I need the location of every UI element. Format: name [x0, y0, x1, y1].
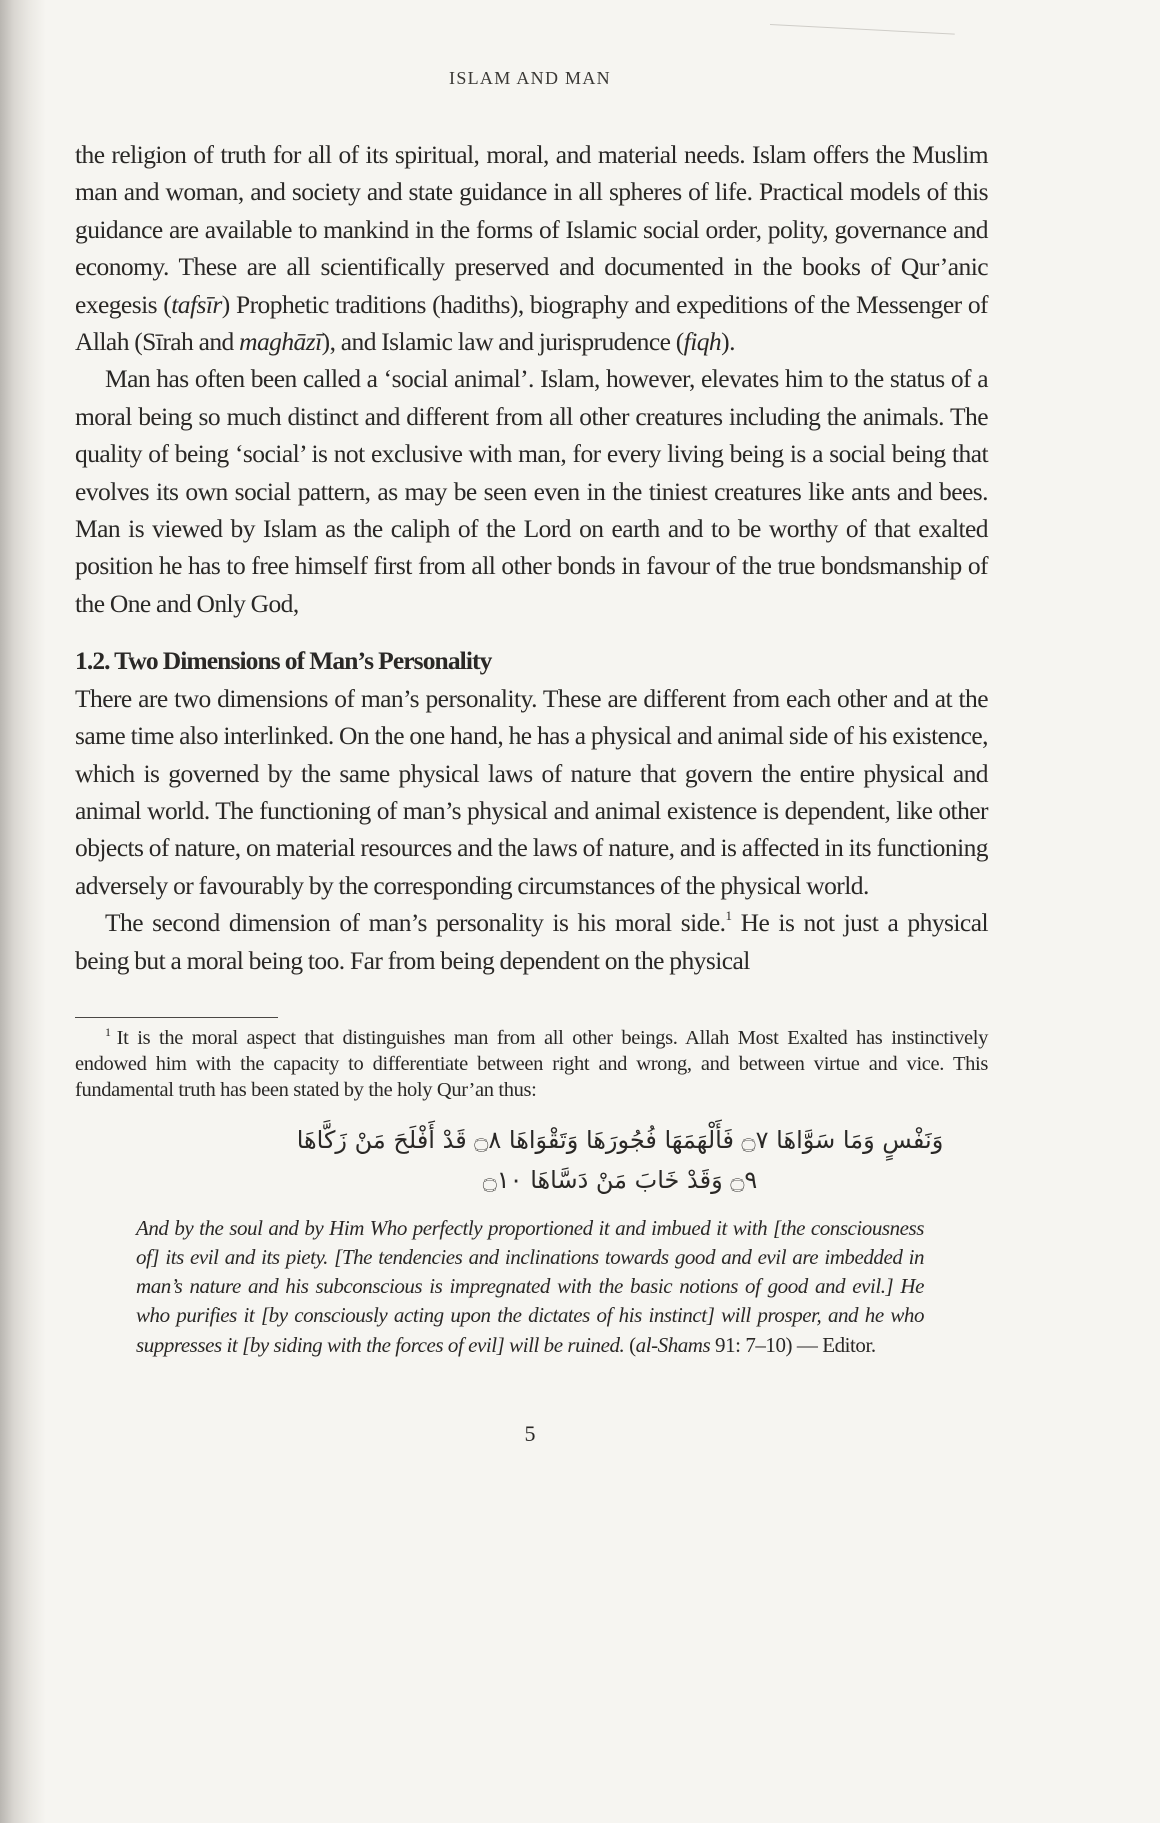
text: The second dimension of man’s personality is his moral side. [105, 908, 726, 938]
section-heading: 1.2. Two Dimensions of Man’s Personality [75, 646, 492, 676]
text: ) Prophetic traditions (hadiths), biography and expeditions of the Messenger of Allah (Sīrah and [75, 289, 988, 357]
footnotes-area [75, 1017, 988, 1360]
footnote-reference[interactable]: 1 [725, 908, 732, 924]
citation-surah: al-Shams [635, 1332, 711, 1357]
footnote-divider [75, 1017, 278, 1018]
italic-term: fiqh [683, 327, 722, 357]
footnote-1 [75, 1026, 988, 1103]
footnote-marker: 1 [105, 1025, 111, 1040]
translation-text: And by the soul and by Him Who perfectly proportioned it and imbued it with [the consciousness of] its evil and its piety. [The tendencies and inclinations towards good and evil are imbedded in man’s nature and his subconscious is impregnated with the basic notions of good and evil.] He who purifies it [by consciously acting upon the dictates of his instinct] will prosper, and he who suppresses it [by siding with the forces of evil] will be ruined. [136, 1215, 924, 1357]
text: ). [721, 327, 735, 357]
running-head: ISLAM AND MAN [449, 68, 611, 88]
footnote-text: It is the moral aspect that distinguishes man from all other beings. Allah Most Exalted has instinctively endowed him with the capacity to differentiate between right and wrong, and between virtue and vice. This fundamental truth has been stated by the holy Qur’an thus: [75, 1027, 988, 1101]
page-number: 5 [524, 1421, 536, 1446]
citation-text: 91: 7–10) — Editor. [710, 1332, 876, 1357]
italic-term: maghāzī [239, 327, 322, 357]
citation-text: ( [624, 1332, 636, 1357]
arabic-verse: وَنَفْسٍ وَمَا سَوَّاهَا ۝٧ فَأَلْهَمَهَا فُجُورَهَا وَتَقْوَاهَا ۝٨ قَدْ أَفْلَحَ مَنْ زَكَّاهَا ۝٩ وَقَدْ خَابَ مَنْ دَسَّاهَا ۝١٠ [296, 1125, 944, 1194]
italic-term: tafsīr [171, 289, 222, 319]
text: ), and Islamic law and jurisprudence ( [321, 327, 684, 357]
verse-translation [136, 1214, 924, 1360]
paragraph-3: There are two dimensions of man’s personality. These are different from each other and at the same time also interlinked. On the one hand, he has a physical and animal side of his existence, which is governed by the same physical laws of nature that govern the entire physical and animal world. The functioning of man’s physical and animal existence is dependent, like other objects of nature, on material resources and the laws of nature, and is affected in its functioning adversely or favourably by the corresponding circumstances of the physical world. [75, 683, 988, 900]
text: the religion of truth for all of its spiritual, moral, and material needs. Islam offers the Muslim man and woman, and society and state guidance in all spheres of life. Practical models of this guidance are available to mankind in the forms of Islamic social order, polity, governance and economy. These are all scientifically preserved and documented in the books of Qur’anic exegesis ( [75, 140, 988, 319]
paragraph-2: Man has often been called a ‘social animal’. Islam, however, elevates him to the status of a moral being so much distinct and different from all other creatures including the animals. The quality of being ‘social’ is not exclusive with man, for every living being is a social being that evolves its own social pattern, as may be seen even in the tiniest creatures like ants and bees. Man is viewed by Islam as the caliph of the Lord on earth and to be worthy of that exalted position he has to free himself first from all other bonds in favour of the true bondsmanship of the One and Only God, [75, 364, 988, 618]
paragraph-1 [75, 136, 988, 360]
paragraph-4 [75, 904, 988, 979]
main-body [75, 136, 988, 979]
text: He is not just a physical being but a moral being too. Far from being dependent on the physical [75, 908, 988, 975]
